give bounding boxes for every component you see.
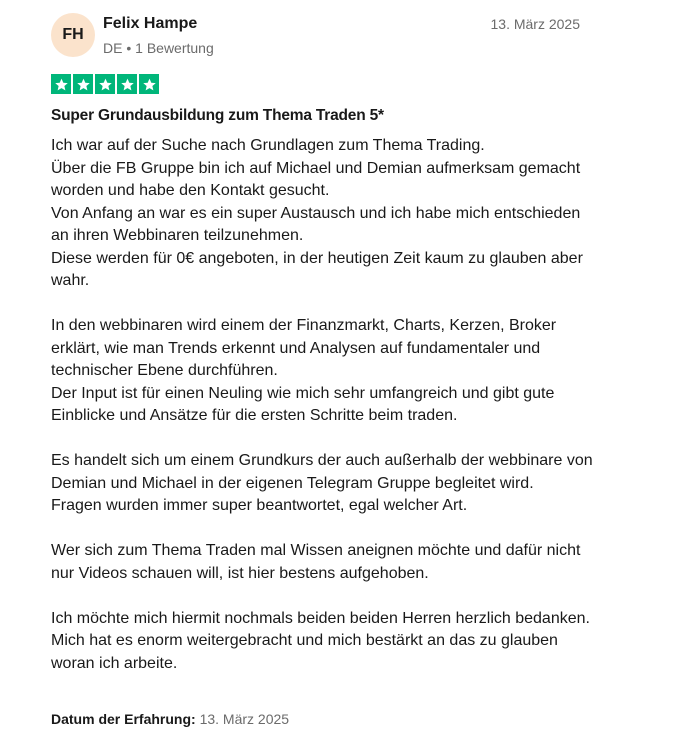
star-icon [139, 74, 159, 94]
reviewer-review-count: 1 Bewertung [135, 40, 214, 56]
reviewer-name[interactable]: Felix Hampe [103, 15, 198, 32]
review-body [51, 135, 596, 675]
avatar-initials: FH [62, 26, 84, 43]
star-icon [51, 74, 71, 94]
star-icon [117, 74, 137, 94]
experience-date-value: 13. März 2025 [199, 711, 290, 727]
review-paragraph: Ich möchte mich hiermit nochmals beiden beiden Herren herzlich bedanken. Mich hat es enorm weitergebracht und mich bestärkt an das zu glauben woran ich arbeite. [51, 609, 590, 672]
star-rating [51, 74, 159, 94]
star-icon [73, 74, 93, 94]
meta-separator: • [126, 40, 132, 56]
star-icon [95, 74, 115, 94]
reviewer-meta [103, 40, 214, 56]
review-title[interactable]: Super Grundausbildung zum Thema Traden 5* [51, 107, 384, 124]
experience-date-label: Datum der Erfahrung: [51, 711, 196, 727]
review-paragraph: Wer sich zum Thema Traden mal Wissen aneignen möchte und dafür nicht nur Videos schauen will, ist hier bestens aufgehoben. [51, 542, 581, 582]
reviewer-country: DE [103, 40, 123, 56]
review-paragraph: Ich war auf der Suche nach Grundlagen zum Thema Trading. Über die FB Gruppe bin ich auf Michael und Demian aufmerksam gemacht worden und habe den Kontakt gesucht. Von Anfang an war es ein super Austausch und ich habe mich entschieden an ihren Webbinaren teilzunehmen. Diese werden für 0€ angeboten, in der heutigen Zeit kaum zu glauben aber wahr. [51, 137, 583, 289]
avatar[interactable] [51, 13, 95, 57]
review-paragraph: Es handelt sich um einem Grundkurs der auch außerhalb der webbinare von Demian und Michael in der eigenen Telegram Gruppe begleitet wird. Fragen wurden immer super beantwortet, egal welcher Art. [51, 452, 593, 514]
review-date: 13. März 2025 [490, 16, 580, 32]
review-paragraph: In den webbinaren wird einem der Finanzmarkt, Charts, Kerzen, Broker erklärt, wie man Trends erkennt und Analysen auf fundamentaler und technischer Ebene durchführen. Der Input ist für einen Neuling wie mich sehr umfangreich und gibt gute Einblicke und Ansätze für die ersten Schritte beim traden. [51, 317, 557, 424]
experience-date [51, 711, 289, 727]
